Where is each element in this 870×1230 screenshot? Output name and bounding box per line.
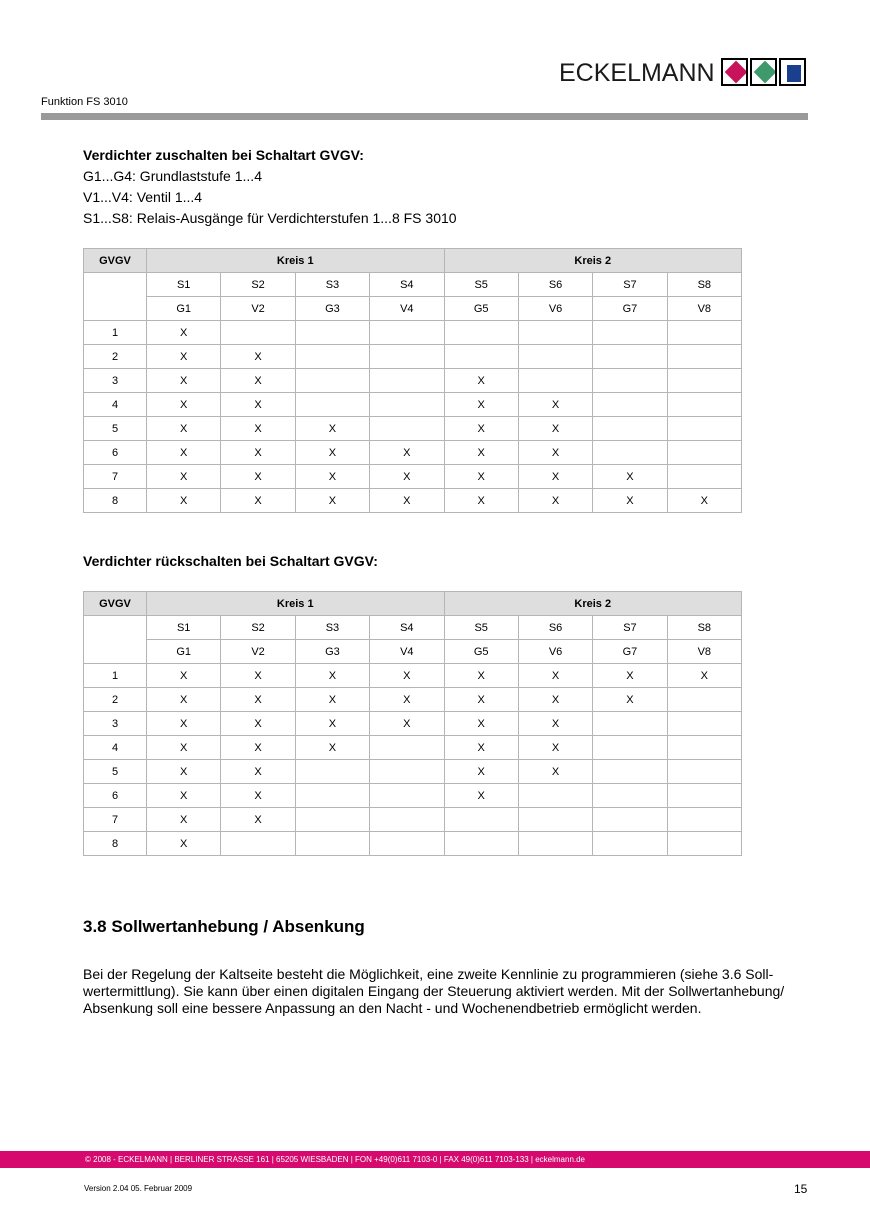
table-row xyxy=(84,664,742,688)
column-header: V8 xyxy=(667,297,741,321)
table-cell xyxy=(518,321,592,345)
table-cell xyxy=(667,808,741,832)
column-header: V4 xyxy=(370,640,444,664)
column-header: S4 xyxy=(370,273,444,297)
table-row xyxy=(84,369,742,393)
row-step: 4 xyxy=(84,393,147,417)
section2-heading: Verdichter rückschalten bei Schaltart GVGV: xyxy=(83,553,378,569)
table-cell: X xyxy=(221,345,295,369)
row-step: 7 xyxy=(84,808,147,832)
column-header: S4 xyxy=(370,616,444,640)
table-cell: X xyxy=(518,736,592,760)
table-cell xyxy=(667,832,741,856)
table-cell: X xyxy=(221,417,295,441)
table-cell xyxy=(295,760,369,784)
table-cell xyxy=(667,417,741,441)
table-cell xyxy=(370,760,444,784)
table-cell: X xyxy=(444,417,518,441)
table-cell: X xyxy=(667,664,741,688)
table-cell xyxy=(370,417,444,441)
logo-wordmark: ECKELMANN xyxy=(559,59,715,87)
row-step: 7 xyxy=(84,465,147,489)
table-cell: X xyxy=(147,417,221,441)
table-cell: X xyxy=(147,784,221,808)
table-cell: X xyxy=(370,489,444,513)
table-cell xyxy=(593,712,667,736)
logo-box-magenta xyxy=(721,58,748,86)
table-cell: X xyxy=(147,369,221,393)
table-cell: X xyxy=(295,417,369,441)
column-group-kreis-1: Kreis 1 xyxy=(147,592,445,616)
table-cell: X xyxy=(444,664,518,688)
column-header: S1 xyxy=(147,616,221,640)
table-cell: X xyxy=(444,369,518,393)
column-header: S2 xyxy=(221,616,295,640)
document-title: Funktion FS 3010 xyxy=(41,96,128,108)
table-cell: X xyxy=(444,736,518,760)
table-cell: X xyxy=(147,688,221,712)
column-group-kreis-2: Kreis 2 xyxy=(444,249,742,273)
table-cell: X xyxy=(444,489,518,513)
table-cell xyxy=(593,441,667,465)
column-header: V6 xyxy=(518,297,592,321)
row-step: 6 xyxy=(84,784,147,808)
table-cell: X xyxy=(370,465,444,489)
table-cell: X xyxy=(221,465,295,489)
column-header: S5 xyxy=(444,273,518,297)
table-cell: X xyxy=(295,688,369,712)
header-row xyxy=(84,592,742,616)
table-cell xyxy=(370,808,444,832)
table-cell: X xyxy=(444,760,518,784)
table-cell: X xyxy=(370,712,444,736)
column-header: S5 xyxy=(444,616,518,640)
table-cell: X xyxy=(518,712,592,736)
logo-box-blue xyxy=(779,58,806,86)
table-cell xyxy=(667,393,741,417)
table-cell xyxy=(444,832,518,856)
row-step: 3 xyxy=(84,369,147,393)
logo-mark xyxy=(721,58,807,88)
table-cell xyxy=(667,465,741,489)
table-cell: X xyxy=(518,417,592,441)
table-cell xyxy=(221,321,295,345)
table-zuschalten xyxy=(83,248,742,513)
table-cell: X xyxy=(444,712,518,736)
column-header: S7 xyxy=(593,273,667,297)
table-cell: X xyxy=(147,712,221,736)
table-cell: X xyxy=(147,489,221,513)
table-row xyxy=(84,688,742,712)
table-cell: X xyxy=(295,736,369,760)
column-header: S3 xyxy=(295,616,369,640)
empty-cell xyxy=(84,616,147,664)
row-step: 4 xyxy=(84,736,147,760)
table-cell xyxy=(593,760,667,784)
column-group-kreis-2: Kreis 2 xyxy=(444,592,742,616)
table-cell: X xyxy=(221,441,295,465)
table-cell xyxy=(370,393,444,417)
table-cell: X xyxy=(370,688,444,712)
table-row xyxy=(84,712,742,736)
column-header: G1 xyxy=(147,640,221,664)
table-cell xyxy=(667,736,741,760)
row-step: 1 xyxy=(84,664,147,688)
table-cell xyxy=(295,345,369,369)
table-cell: X xyxy=(518,489,592,513)
column-header: S2 xyxy=(221,273,295,297)
legend-line: G1...G4: Grundlaststufe 1...4 xyxy=(83,168,262,184)
table-cell: X xyxy=(147,736,221,760)
table-cell xyxy=(518,345,592,369)
table-cell: X xyxy=(221,369,295,393)
row-step: 1 xyxy=(84,321,147,345)
table-cell xyxy=(221,832,295,856)
legend-line: V1...V4: Ventil 1...4 xyxy=(83,189,203,205)
table-cell: X xyxy=(518,664,592,688)
table-cell xyxy=(518,808,592,832)
table-cell: X xyxy=(221,784,295,808)
table-cell xyxy=(593,808,667,832)
table-cell: X xyxy=(444,784,518,808)
table-cell xyxy=(593,321,667,345)
table-cell xyxy=(667,688,741,712)
column-header: S7 xyxy=(593,616,667,640)
table-cell: X xyxy=(147,664,221,688)
table-cell: X xyxy=(295,489,369,513)
column-header: G5 xyxy=(444,640,518,664)
column-header: V2 xyxy=(221,297,295,321)
table-cell xyxy=(593,832,667,856)
table-cell xyxy=(295,369,369,393)
table-cell: X xyxy=(518,760,592,784)
table-cell xyxy=(667,441,741,465)
logo-box-green xyxy=(750,58,777,86)
table-cell xyxy=(295,832,369,856)
legend-line: S1...S8: Relais-Ausgänge für Verdichterstufen 1...8 FS 3010 xyxy=(83,210,457,226)
table-cell: X xyxy=(147,321,221,345)
table-rueckschalten xyxy=(83,591,742,856)
column-header: G3 xyxy=(295,640,369,664)
table-cell: X xyxy=(221,736,295,760)
row-step: 5 xyxy=(84,417,147,441)
table-cell: X xyxy=(221,760,295,784)
row-step: 3 xyxy=(84,712,147,736)
table-cell: X xyxy=(221,393,295,417)
table-cell: X xyxy=(444,393,518,417)
table-cell: X xyxy=(295,465,369,489)
subheader-row-s xyxy=(84,616,742,640)
subheader-row-s xyxy=(84,273,742,297)
table-cell xyxy=(667,369,741,393)
section-3-8-heading: 3.8 Sollwertanhebung / Absenkung xyxy=(83,917,365,936)
table-cell xyxy=(444,321,518,345)
table-row xyxy=(84,441,742,465)
table-cell: X xyxy=(221,688,295,712)
row-step: 2 xyxy=(84,345,147,369)
column-header: S8 xyxy=(667,616,741,640)
section-3-8-paragraph: Bei der Regelung der Kaltseite besteht die Möglichkeit, eine zweite Kennlinie zu programmieren (siehe 3.6 Soll-wertermittlung). Sie kann über einen digitalen Eingang der Steuerung aktiviert werden. Mit der Sollwertanhebung/ Absenkung soll eine bessere Anpassung an den Nacht - und Wochenendbetrieb ermöglicht werden. xyxy=(83,966,785,1016)
table-cell: X xyxy=(147,441,221,465)
table-cell xyxy=(667,345,741,369)
footer-bar: © 2008 - ECKELMANN | BERLINER STRASSE 161 | 65205 WIESBADEN | FON +49(0)611 7103-0 | FAX 49(0)611 7103-133 | eckelmann.de xyxy=(0,1151,870,1168)
table-cell: X xyxy=(593,465,667,489)
column-header: S8 xyxy=(667,273,741,297)
table-cell xyxy=(370,321,444,345)
table-cell xyxy=(370,736,444,760)
table-cell xyxy=(370,369,444,393)
table-cell xyxy=(593,345,667,369)
table-cell xyxy=(593,417,667,441)
table-cell: X xyxy=(221,808,295,832)
column-header: S6 xyxy=(518,273,592,297)
table-row xyxy=(84,465,742,489)
table-cell xyxy=(518,832,592,856)
column-header: G1 xyxy=(147,297,221,321)
table-cell xyxy=(667,784,741,808)
table-cell xyxy=(295,784,369,808)
column-header: S6 xyxy=(518,616,592,640)
table-cell: X xyxy=(221,489,295,513)
table-cell xyxy=(593,784,667,808)
subheader-row-gv xyxy=(84,640,742,664)
table-cell: X xyxy=(370,664,444,688)
column-header-gvgv: GVGV xyxy=(84,249,147,273)
table-cell: X xyxy=(518,393,592,417)
column-header: V2 xyxy=(221,640,295,664)
table-cell: X xyxy=(518,465,592,489)
table-cell xyxy=(295,393,369,417)
column-group-kreis-1: Kreis 1 xyxy=(147,249,445,273)
column-header-gvgv: GVGV xyxy=(84,592,147,616)
row-step: 2 xyxy=(84,688,147,712)
table-row xyxy=(84,393,742,417)
table-cell: X xyxy=(221,664,295,688)
row-step: 8 xyxy=(84,489,147,513)
table-cell: X xyxy=(221,712,295,736)
table-cell: X xyxy=(444,441,518,465)
table-cell: X xyxy=(295,441,369,465)
row-step: 6 xyxy=(84,441,147,465)
table-row xyxy=(84,489,742,513)
eckelmann-logo xyxy=(559,58,807,88)
column-header: V4 xyxy=(370,297,444,321)
table-cell xyxy=(370,832,444,856)
table-row xyxy=(84,345,742,369)
table-cell xyxy=(518,784,592,808)
table-row xyxy=(84,832,742,856)
table-cell: X xyxy=(444,465,518,489)
row-step: 5 xyxy=(84,760,147,784)
table-cell xyxy=(593,369,667,393)
table-cell xyxy=(667,321,741,345)
table-cell: X xyxy=(518,688,592,712)
table-cell: X xyxy=(147,832,221,856)
table-cell xyxy=(667,760,741,784)
table-row xyxy=(84,760,742,784)
column-header: S1 xyxy=(147,273,221,297)
table-cell: X xyxy=(370,441,444,465)
table-cell xyxy=(370,784,444,808)
table-cell: X xyxy=(593,489,667,513)
header-row xyxy=(84,249,742,273)
header-divider xyxy=(41,113,808,120)
table-cell: X xyxy=(147,760,221,784)
table-row xyxy=(84,808,742,832)
table-cell xyxy=(295,808,369,832)
empty-cell xyxy=(84,273,147,321)
table-cell: X xyxy=(593,688,667,712)
table-cell: X xyxy=(147,465,221,489)
column-header: G7 xyxy=(593,640,667,664)
column-header: G5 xyxy=(444,297,518,321)
row-step: 8 xyxy=(84,832,147,856)
table-cell xyxy=(667,712,741,736)
table-cell: X xyxy=(295,664,369,688)
column-header: V8 xyxy=(667,640,741,664)
table-row xyxy=(84,784,742,808)
table-cell: X xyxy=(593,664,667,688)
table-cell: X xyxy=(147,345,221,369)
table-cell: X xyxy=(147,808,221,832)
table-cell: X xyxy=(667,489,741,513)
table-cell xyxy=(593,393,667,417)
table-row xyxy=(84,321,742,345)
column-header: V6 xyxy=(518,640,592,664)
section1-heading: Verdichter zuschalten bei Schaltart GVGV: xyxy=(83,147,364,163)
table-cell xyxy=(593,736,667,760)
table-cell xyxy=(295,321,369,345)
table-cell: X xyxy=(295,712,369,736)
table-cell xyxy=(518,369,592,393)
table-cell xyxy=(444,345,518,369)
table-cell: X xyxy=(518,441,592,465)
table-row xyxy=(84,417,742,441)
table-row xyxy=(84,736,742,760)
table-cell: X xyxy=(147,393,221,417)
column-header: G3 xyxy=(295,297,369,321)
column-header: G7 xyxy=(593,297,667,321)
column-header: S3 xyxy=(295,273,369,297)
table-cell xyxy=(444,808,518,832)
page-number: 15 xyxy=(794,1182,808,1196)
subheader-row-gv xyxy=(84,297,742,321)
table-cell: X xyxy=(444,688,518,712)
version-info: Version 2.04 05. Februar 2009 xyxy=(84,1184,193,1193)
table-cell xyxy=(370,345,444,369)
